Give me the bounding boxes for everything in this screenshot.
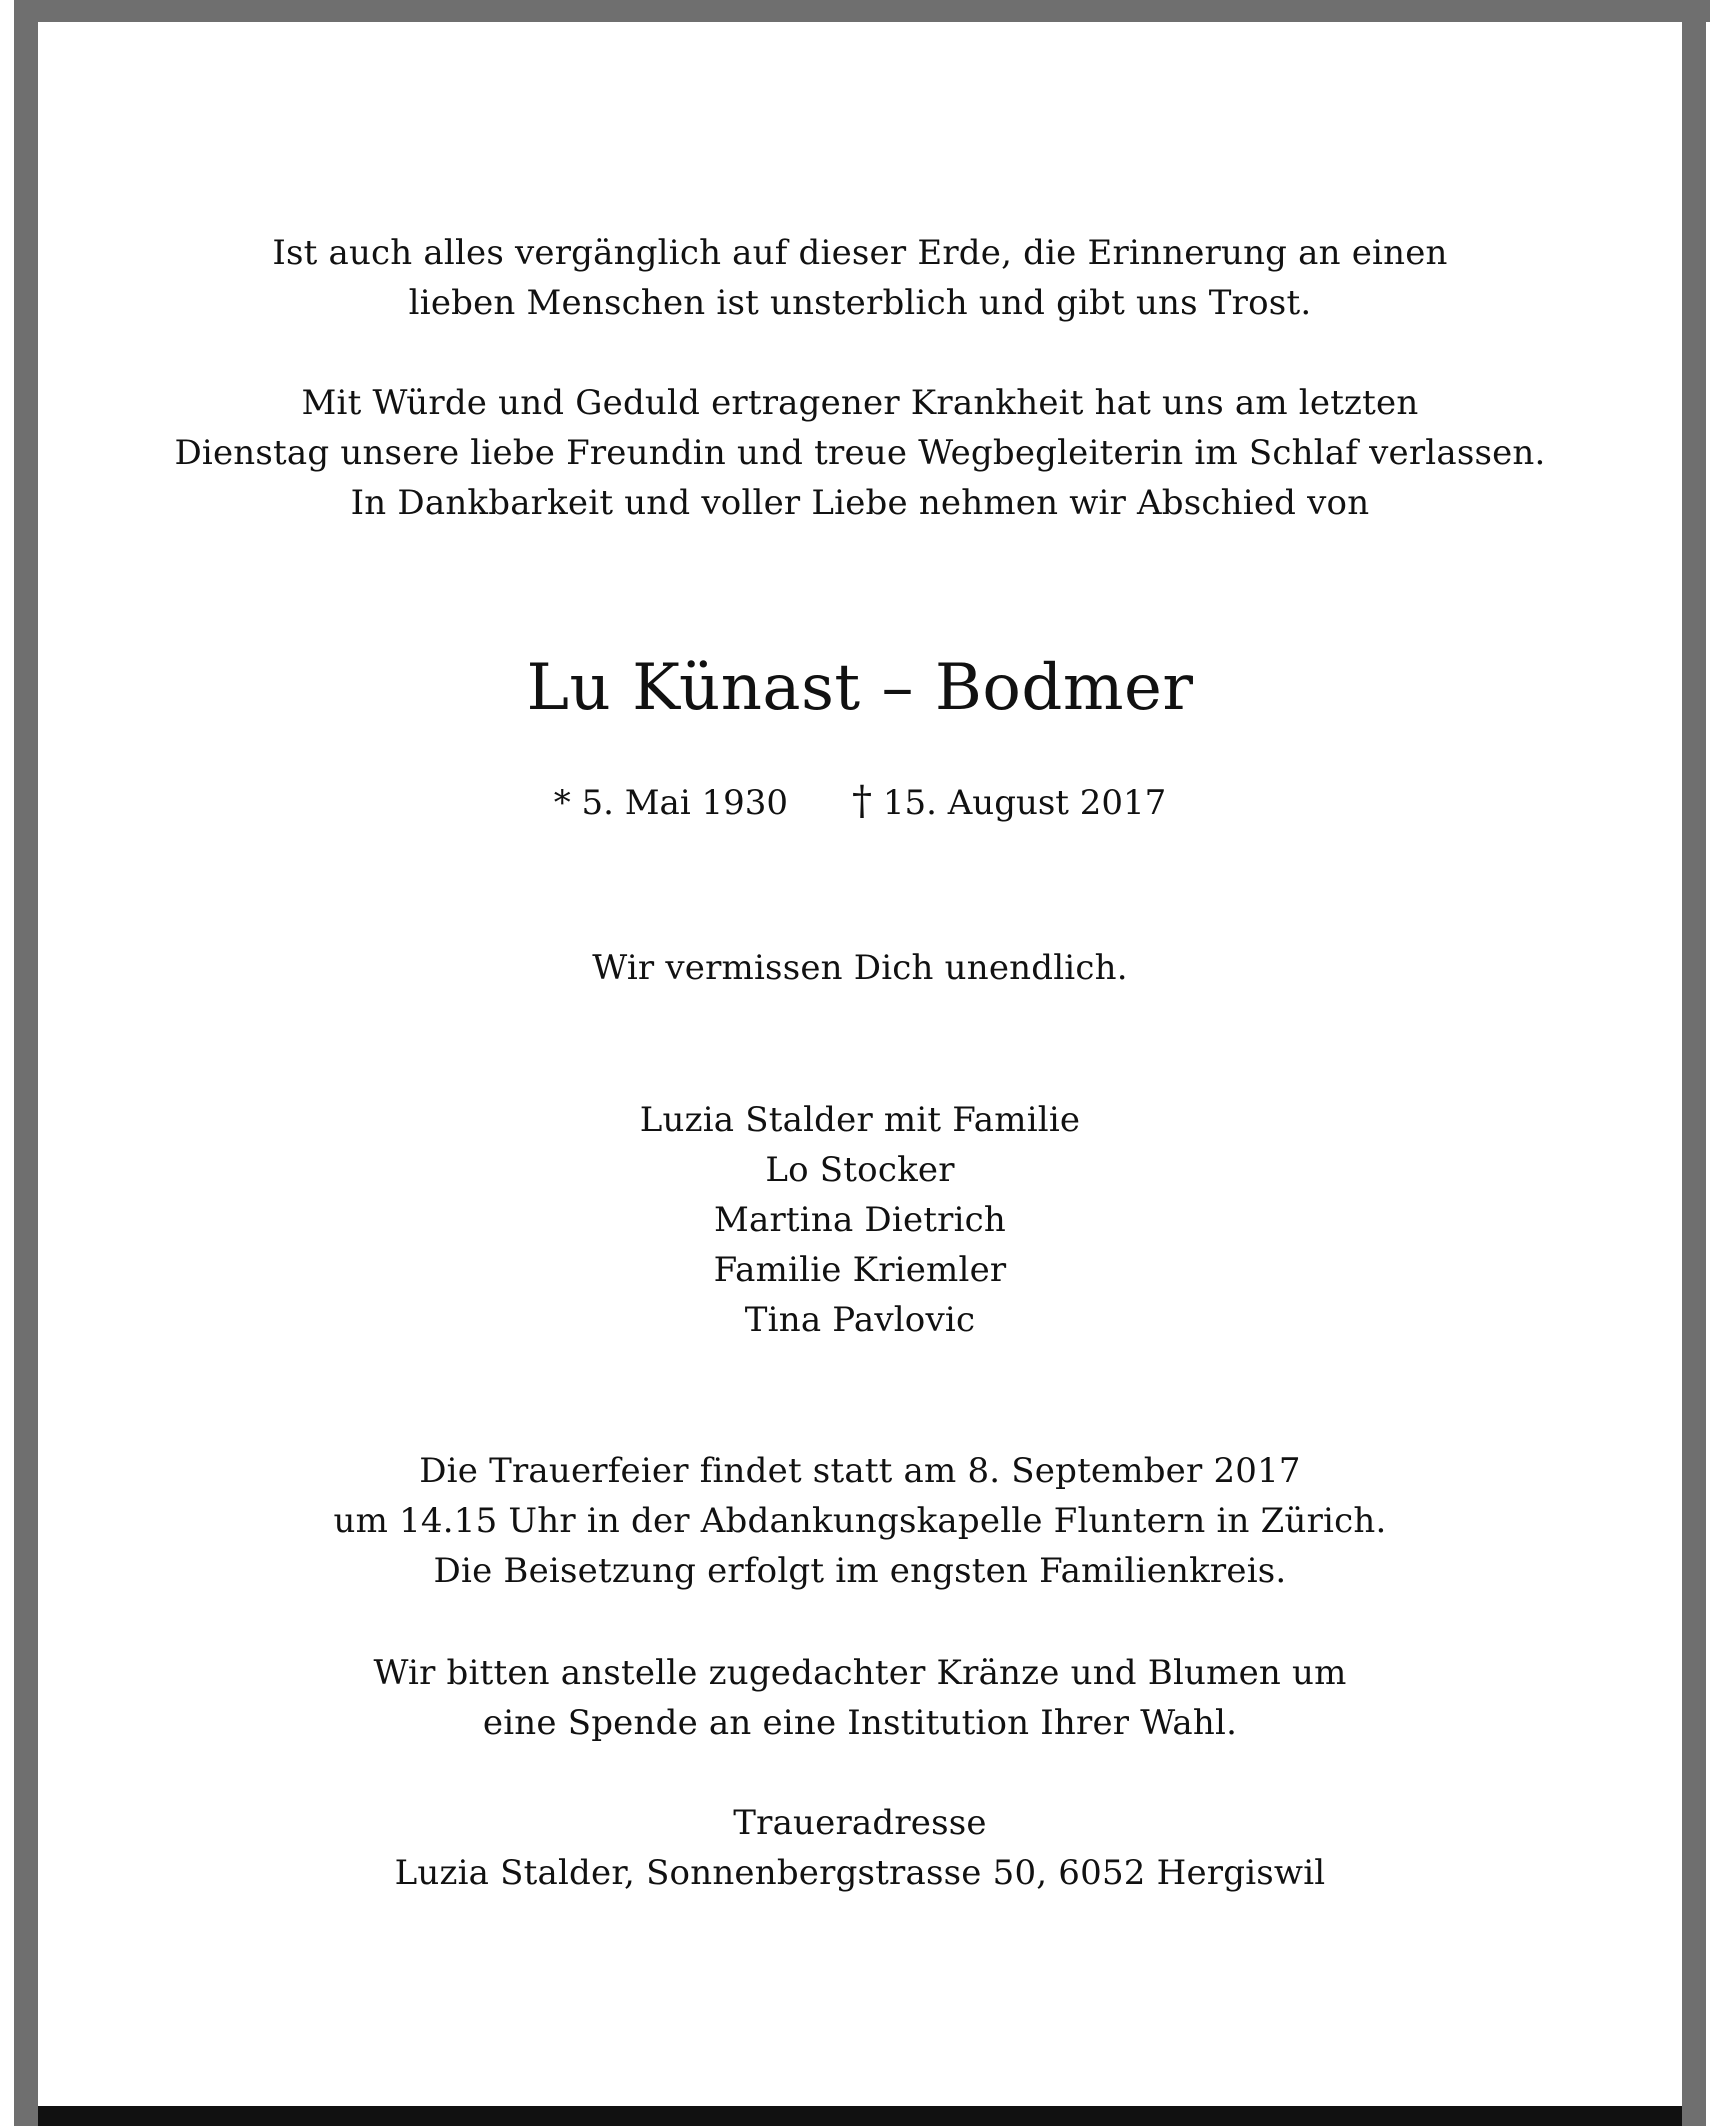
donation-line: eine Spende an eine Institution Ihrer Wahl. [482,1703,1238,1743]
ceremony-line: Die Trauerfeier findet statt am 8. September 2017 [419,1451,1301,1491]
frame-right-border [1682,0,1706,2126]
deceased-name: Lu Künast – Bodmer [526,651,1194,725]
mourner: Familie Kriemler [713,1250,1007,1290]
mourners-list [38,1095,1682,1345]
announcement-line: Dienstag unsere liebe Freundin und treue Wegbegleiterin im Schlaf verlassen. [174,433,1546,473]
frame-bottom-bar [38,2106,1682,2126]
mourner: Tina Pavlovic [744,1300,976,1340]
address-value: Luzia Stalder, Sonnenbergstrasse 50, 6052 Hergiswil [394,1853,1326,1893]
intro-line: lieben Menschen ist unsterblich und gibt uns Trost. [408,283,1312,323]
address-label: Traueradresse [733,1803,987,1843]
intro-quote [38,228,1682,328]
frame-left-border [14,0,38,2126]
ceremony-line: Die Beisetzung erfolgt im engsten Familienkreis. [433,1551,1287,1591]
mourner: Martina Dietrich [713,1200,1007,1240]
birth-date: * 5. Mai 1930 [553,783,789,823]
intro-line: Ist auch alles vergänglich auf dieser Erde, die Erinnerung an einen [272,233,1448,273]
mourning-address [38,1798,1682,1898]
death-date: 15. August 2017 [882,783,1167,823]
mourner: Lo Stocker [765,1150,955,1190]
donation-line: Wir bitten anstelle zugedachter Kränze und Blumen um [373,1653,1347,1693]
ceremony-line: um 14.15 Uhr in der Abdankungskapelle Fluntern in Zürich. [333,1501,1387,1541]
obituary-notice [38,0,1682,2106]
life-dates [38,776,1682,828]
closing-phrase-block [38,943,1682,993]
closing-phrase: Wir vermissen Dich unendlich. [592,948,1128,988]
announcement-line: In Dankbarkeit und voller Liebe nehmen wir Abschied von [350,483,1370,523]
announcement [38,378,1682,528]
deceased-name-block [38,648,1682,728]
cross-icon: † [852,778,873,824]
ceremony-info [38,1446,1682,1596]
mourner: Luzia Stalder mit Familie [639,1100,1081,1140]
donation-request [38,1648,1682,1748]
announcement-line: Mit Würde und Geduld ertragener Krankheit hat uns am letzten [301,383,1419,423]
